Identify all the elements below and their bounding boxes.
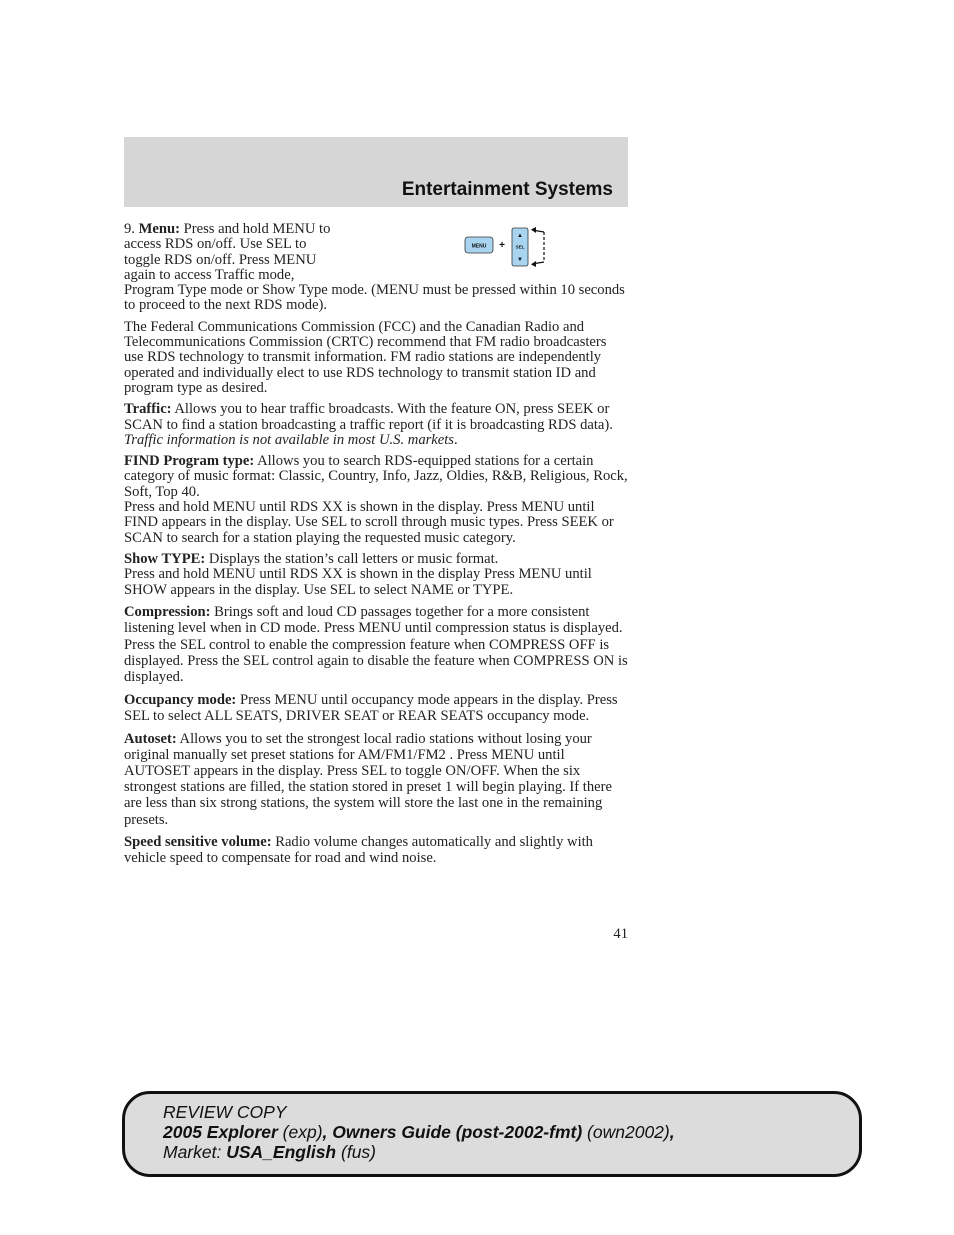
- item-number: 9.: [124, 221, 135, 237]
- term-occupancy: Occupancy mode:: [124, 691, 237, 708]
- find-paragraph: [124, 454, 629, 546]
- traffic-paragraph: [124, 402, 629, 448]
- footer-market-label: Market:: [163, 1142, 222, 1162]
- term-autoset: Autoset:: [124, 730, 177, 747]
- plus-sign: +: [499, 240, 505, 251]
- footer-comma: ,: [669, 1122, 675, 1142]
- menu-line-2: access RDS on/off. Use SEL to: [124, 236, 307, 253]
- sel-label: SEL: [515, 244, 525, 250]
- menu-button-label: MENU: [471, 243, 487, 250]
- compression-paragraph: [124, 604, 629, 686]
- footer-model: 2005 Explorer: [163, 1122, 278, 1142]
- fcc-paragraph: The Federal Communications Commission (FCC) and the Canadian Radio and Telecommunications Commission (CRTC) recommend that FM radio broadcasters use RDS technology to transmit information. FM radio stations are independently operated and individually elect to use RDS technology to transmit station ID and program type as desired.: [124, 318, 607, 396]
- find-text-2: Press and hold MENU until RDS XX is shown in the display. Press MENU until FIND appears in the display. Use SEL to scroll through music types. Press SEEK or SCAN to search for a station playing the requested music category.: [124, 499, 614, 546]
- show-paragraph: [124, 552, 629, 598]
- up-arrow-icon: ▲: [517, 233, 523, 239]
- menu-line-rest: Program Type mode or Show Type mode. (MENU must be pressed within 10 seconds to proceed to the next RDS mode).: [124, 282, 625, 314]
- speed-paragraph: [124, 834, 629, 866]
- footer-guide: , Owners Guide (post-2002-fmt): [322, 1122, 583, 1142]
- footer-guide-code: (own2002): [587, 1122, 670, 1142]
- review-copy-label: REVIEW COPY: [163, 1102, 287, 1122]
- section-title: Entertainment Systems: [401, 179, 613, 200]
- term-find: FIND Program type:: [124, 453, 255, 470]
- occupancy-paragraph: [124, 692, 629, 725]
- footer-market: USA_English: [226, 1142, 337, 1162]
- footer-market-code: (fus): [341, 1142, 376, 1162]
- menu-line-4: again to access Traffic mode,: [124, 266, 295, 283]
- term-traffic: Traffic:: [124, 401, 172, 418]
- item-menu: [124, 222, 629, 314]
- show-text-2: Press and hold MENU until RDS XX is shown in the display Press MENU until SHOW appears in the display. Use SEL to select NAME or TYPE.: [124, 566, 592, 598]
- show-text: Displays the station’s call letters or music format.: [208, 550, 499, 567]
- find-text: Allows you to search RDS-equipped stations for a certain category of music format: Classic, Country, Info, Jazz, Oldies, R&B, Religious, Rock, Soft, Top 40.: [124, 453, 628, 500]
- term-show: Show TYPE:: [124, 550, 206, 567]
- term-compression: Compression:: [124, 603, 211, 620]
- occupancy-text: Press MENU until occupancy mode appears in the display. Press SEL to select ALL SEATS, DRIVER SEAT or REAR SEATS occupancy mode.: [124, 691, 618, 725]
- page-number: 41: [613, 926, 628, 942]
- footer-text: [163, 1102, 675, 1162]
- footer-model-code: (exp): [282, 1122, 323, 1142]
- traffic-note: Traffic information is not available in most U.S. markets: [124, 431, 454, 448]
- autoset-paragraph: [124, 731, 629, 828]
- autoset-text: Allows you to set the strongest local radio stations without losing your original manually set preset stations for AM/FM1/FM2 . Press MENU until AUTOSET appears in the display. Press SEL to toggle ON/OFF. When the six strongest stations are filled, the station stored in preset 1 will begin playing. If there are less than six strong stations, the system will store the last one in the remaining presets.: [124, 730, 612, 828]
- compression-text: Brings soft and loud CD passages together for a more consistent listening level when in CD mode. Press MENU until compression status is displayed. Press the SEL control to enable the compression feature when COMPRESS OFF is displayed. Press the SEL control again to disable the feature when COMPRESS ON is displayed.: [124, 603, 628, 686]
- term-speed: Speed sensitive volume:: [124, 833, 272, 850]
- traffic-text: Allows you to hear traffic broadcasts. With the feature ON, press SEEK or SCAN to find a station broadcasting a traffic report (if it is broadcasting RDS data).: [124, 401, 613, 433]
- review-footer: [122, 1091, 862, 1177]
- menu-line-1: Press and hold MENU to: [183, 221, 331, 237]
- down-arrow-icon: ▼: [517, 257, 523, 263]
- header-band: [124, 137, 628, 207]
- speed-text: Radio volume changes automatically and slightly with vehicle speed to compensate for road and wind noise.: [124, 833, 593, 867]
- traffic-end: .: [453, 431, 458, 448]
- page-content: [124, 222, 629, 872]
- menu-line-3: toggle RDS on/off. Press MENU: [124, 251, 317, 268]
- term-menu: Menu:: [138, 221, 180, 237]
